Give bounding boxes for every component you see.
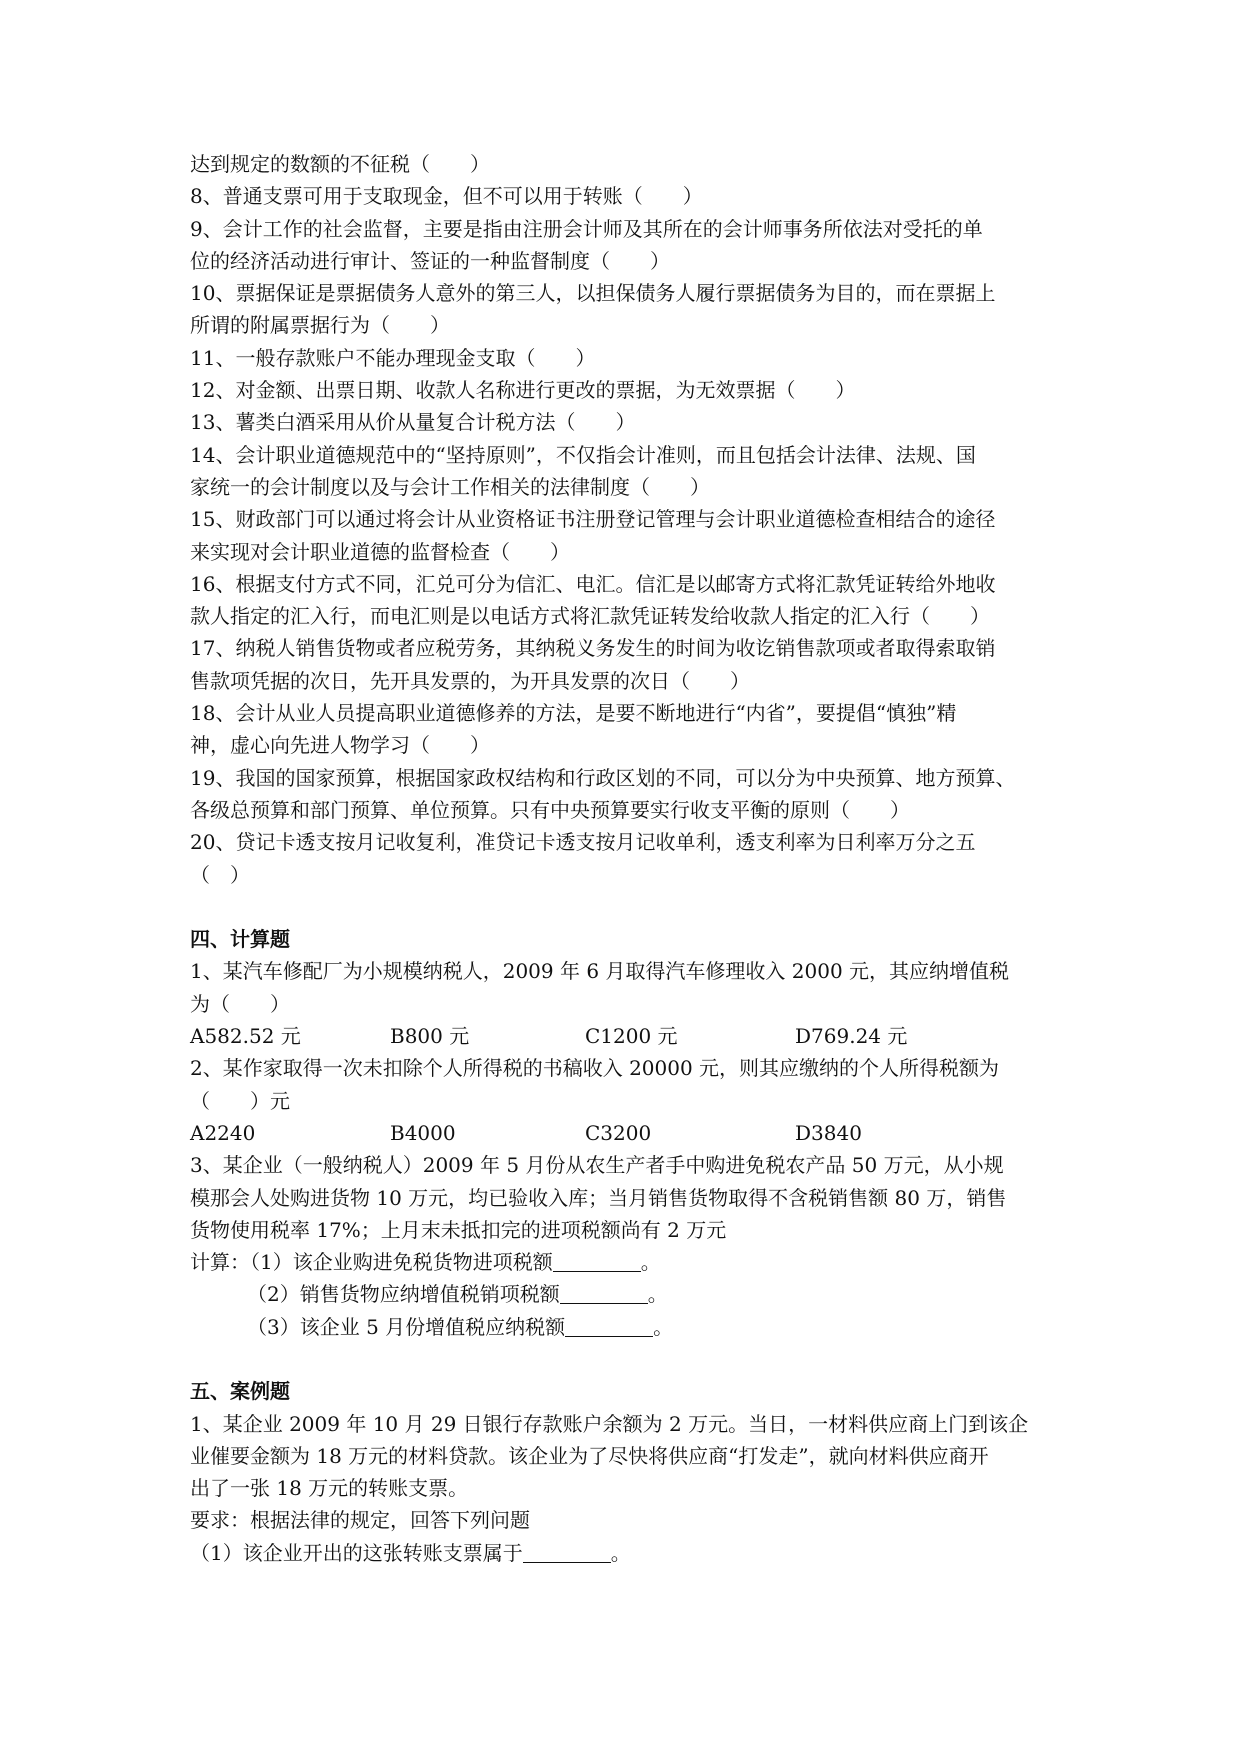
question-18-line-2: 神，虚心向先进人物学习（ ） [190,733,490,758]
sub-question-end: 。 [640,1250,661,1275]
calc-q1-options [190,1020,1060,1052]
spacer [190,1343,1060,1375]
case-q1-line-1: 1、某企业 2009 年 10 月 29 日银行存款账户余额为 2 万元。当日，一材料供应商上门到该企 [190,1411,1029,1436]
true-false-section [190,148,1060,891]
answer-blank[interactable] [523,1540,611,1563]
sub-question-text: （3）该企业 5 月份增值税应纳税额 [247,1314,566,1339]
calc-q3-line-1: 3、某企业（一般纳税人）2009 年 5 月份从农生产者手中购进免税农产品 50 万元，从小规 [190,1153,1004,1178]
question-16-line-1: 16、根据支付方式不同，汇兑可分为信汇、电汇。信汇是以邮寄方式将汇款凭证转给外地收 [190,571,996,596]
case-q1-line-3: 出了一张 18 万元的转账支票。 [190,1476,469,1501]
calculation-section [190,923,1060,1343]
document-page [190,148,1060,1569]
calc-q1-line-1: 1、某汽车修配厂为小规模纳税人，2009 年 6 月取得汽车修理收入 2000 元，其应纳增值税 [190,959,1010,984]
spacer [190,891,1060,923]
calc-q3-sub-1 [190,1246,1060,1278]
section-heading-case: 五、案例题 [190,1379,290,1404]
question-9-line-1: 9、会计工作的社会监督，主要是指由注册会计师及其所在的会计师事务所依法对受托的单 [190,216,983,241]
sub-question-text: （2）销售货物应纳增值税销项税额 [247,1282,560,1307]
question-17-line-2: 售款项凭据的次日，先开具发票的，为开具发票的次日（ ） [190,668,750,693]
sub-question-end: 。 [610,1540,631,1565]
question-19-line-1: 19、我国的国家预算，根据国家政权结构和行政区划的不同，可以分为中央预算、地方预算、 [190,765,1016,790]
option-b: B4000 [390,1120,456,1145]
question-9-line-2: 位的经济活动进行审计、签证的一种监督制度（ ） [190,248,670,273]
sub-question-end: 。 [647,1282,668,1307]
calc-q3-sub-2 [190,1278,1060,1310]
sub-question-text: （1）该企业开出的这张转账支票属于 [190,1540,523,1565]
case-sub-1 [190,1537,1060,1569]
option-b: B800 元 [390,1024,470,1049]
option-a: A2240 [190,1120,256,1145]
case-q1-line-2: 业催要金额为 18 万元的材料贷款。该企业为了尽快将供应商“打发走”，就向材料供应商开 [190,1443,989,1468]
question-17-line-1: 17、纳税人销售货物或者应税劳务，其纳税义务发生的时间为收讫销售款项或者取得索取销 [190,636,996,661]
calc-q2-options [190,1117,1060,1149]
calc-q3-line-3: 货物使用税率 17%；上月末未抵扣完的进项税额尚有 2 万元 [190,1217,727,1242]
question-14-line-1: 14、会计职业道德规范中的“坚持原则”，不仅指会计准则，而且包括会计法律、法规、国 [190,442,976,467]
sub-question-text: 计算：（1）该企业购进免税货物进项税额 [190,1250,553,1275]
answer-blank[interactable] [565,1314,653,1337]
answer-blank[interactable] [560,1281,648,1304]
case-requirement: 要求：根据法律的规定，回答下列问题 [190,1508,530,1533]
question-10-line-2: 所谓的附属票据行为（ ） [190,313,450,338]
option-d: D769.24 元 [795,1024,908,1049]
question-12: 12、对金额、出票日期、收款人名称进行更改的票据，为无效票据（ ） [190,378,856,403]
question-15-line-2: 来实现对会计职业道德的监督检查（ ） [190,539,570,564]
option-c: C1200 元 [585,1024,678,1049]
sub-question-end: 。 [653,1314,674,1339]
question-8: 8、普通支票可用于支取现金，但不可以用于转账（ ） [190,184,703,209]
question-11: 11、一般存款账户不能办理现金支取（ ） [190,345,596,370]
calc-q2-line-2: （ ）元 [190,1088,290,1113]
question-18-line-1: 18、会计从业人员提高职业道德修养的方法，是要不断地进行“内省”，要提倡“慎独”精 [190,701,957,726]
case-section [190,1375,1060,1569]
answer-blank[interactable] [553,1249,641,1272]
calc-q3-line-2: 模那会人处购进货物 10 万元，均已验收入库；当月销售货物取得不含税销售额 80 万，销售 [190,1185,1007,1210]
section-heading-calculation: 四、计算题 [190,927,290,952]
text-line: 达到规定的数额的不征税（ ） [190,152,490,176]
question-19-line-2: 各级总预算和部门预算、单位预算。只有中央预算要实行收支平衡的原则（ ） [190,797,910,822]
calc-q3-sub-3 [190,1311,1060,1343]
question-14-line-2: 家统一的会计制度以及与会计工作相关的法律制度（ ） [190,474,710,499]
question-13: 13、薯类白酒采用从价从量复合计税方法（ ） [190,410,636,435]
question-20-line-1: 20、贷记卡透支按月记收复利，准贷记卡透支按月记收单利，透支利率为日利率万分之五 [190,830,976,855]
question-16-line-2: 款人指定的汇入行，而电汇则是以电话方式将汇款凭证转发给收款人指定的汇入行（ ） [190,604,990,629]
question-15-line-1: 15、财政部门可以通过将会计从业资格证书注册登记管理与会计职业道德检查相结合的途径 [190,507,996,532]
option-c: C3200 [585,1120,652,1145]
question-10-line-1: 10、票据保证是票据债务人意外的第三人，以担保债务人履行票据债务为目的，而在票据上 [190,281,996,306]
calc-q1-line-2: 为（ ） [190,991,290,1016]
option-d: D3840 [795,1120,862,1145]
option-a: A582.52 元 [190,1024,301,1049]
question-20-line-2: （ ） [190,862,250,887]
calc-q2-line-1: 2、某作家取得一次未扣除个人所得税的书稿收入 20000 元，则其应缴纳的个人所得税额为 [190,1056,1000,1081]
